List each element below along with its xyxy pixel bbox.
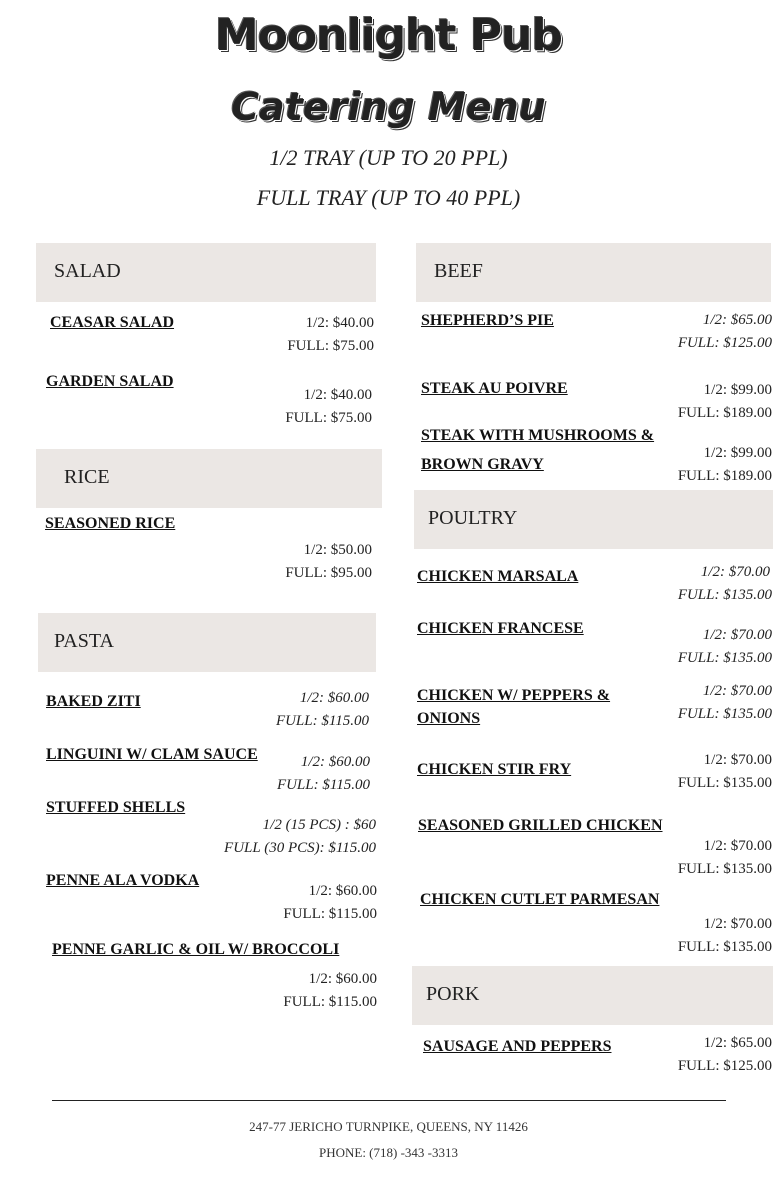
menu-item-chicken-stir-fry: CHICKEN STIR FRY [417, 761, 572, 778]
menu-item-steak-mushrooms: STEAK WITH MUSHROOMS & [421, 427, 655, 444]
price-full: FULL: $95.00 [285, 565, 372, 581]
menu-item-chicken-peppers-onions-line2: ONIONS [417, 710, 481, 727]
price-half: 1/2: $50.00 [303, 542, 372, 558]
price-full: FULL: $115.00 [276, 777, 370, 793]
section-beef [416, 243, 771, 302]
price-full: FULL: $125.00 [677, 335, 772, 351]
restaurant-title: Moonlight Pub [215, 10, 562, 61]
price-half: 1/2: $70.00 [703, 916, 772, 932]
menu-item-steak-mushrooms-line2: BROWN GRAVY [421, 456, 544, 473]
menu-item-seasoned-rice: SEASONED RICE [45, 515, 176, 532]
section-salad [36, 243, 376, 302]
price-half: 1/2: $70.00 [702, 627, 772, 643]
section-pasta [38, 613, 376, 672]
price-full: FULL: $125.00 [677, 1058, 772, 1074]
price-half: 1/2 (15 PCS) : $60 [262, 817, 376, 833]
menu-item-steak-au-poivre: STEAK AU POIVRE [421, 380, 568, 397]
menu-item-chicken-francese: CHICKEN FRANCESE [417, 620, 584, 637]
footer-address: 247-77 JERICHO TURNPIKE, QUEENS, NY 11426 [249, 1119, 528, 1134]
half-tray-note: 1/2 TRAY (UP TO 20 PPL) [269, 145, 508, 170]
price-full: FULL: $135.00 [677, 650, 772, 666]
section-poultry [414, 490, 773, 549]
section-heading: PORK [426, 983, 480, 1005]
price-full: FULL: $135.00 [677, 587, 772, 603]
price-half: 1/2: $60.00 [308, 971, 377, 987]
price-half: 1/2: $60.00 [300, 754, 370, 770]
menu-item-chicken-cutlet-parmesan: CHICKEN CUTLET PARMESAN [420, 891, 660, 908]
price-half: 1/2: $99.00 [703, 382, 772, 398]
full-tray-note: FULL TRAY (UP TO 40 PPL) [256, 185, 521, 210]
menu-item-seasoned-grilled-chicken: SEASONED GRILLED CHICKEN [418, 817, 663, 834]
price-full: FULL (30 PCS): $115.00 [224, 840, 376, 856]
price-full: FULL: $189.00 [677, 405, 772, 421]
menu-title: Catering Menu [231, 85, 546, 129]
price-half: 1/2: $99.00 [703, 445, 772, 461]
section-heading: PASTA [54, 630, 114, 652]
section-heading: SALAD [54, 260, 121, 282]
price-full: FULL: $135.00 [677, 939, 772, 955]
menu-item-penne-garlic-oil: PENNE GARLIC & OIL W/ BROCCOLI [52, 941, 340, 958]
section-heading: POULTRY [428, 507, 518, 529]
price-half: 1/2: $70.00 [700, 564, 770, 580]
price-half: 1/2: $40.00 [305, 315, 374, 331]
price-full: FULL: $75.00 [285, 410, 372, 426]
price-full: FULL: $115.00 [283, 994, 377, 1010]
price-full: FULL: $189.00 [677, 468, 772, 484]
menu-item-sausage-peppers: SAUSAGE AND PEPPERS [423, 1038, 612, 1055]
price-full: FULL: $115.00 [275, 713, 369, 729]
footer-phone: PHONE: (718) -343 -3313 [318, 1145, 458, 1160]
section-pork [412, 966, 773, 1025]
price-full: FULL: $135.00 [677, 861, 772, 877]
section-heading: RICE [64, 466, 110, 488]
price-half: 1/2: $70.00 [702, 683, 772, 699]
price-half: 1/2: $40.00 [303, 387, 372, 403]
menu-item-shepherds-pie: SHEPHERD’S PIE [421, 312, 554, 329]
menu-item-ceasar-salad: CEASAR SALAD [50, 314, 175, 331]
price-half: 1/2: $60.00 [299, 690, 369, 706]
price-half: 1/2: $70.00 [703, 752, 772, 768]
menu-item-baked-ziti: BAKED ZITI [46, 693, 141, 710]
menu-item-penne-vodka: PENNE ALA VODKA [46, 872, 200, 889]
menu-item-chicken-peppers-onions: CHICKEN W/ PEPPERS & [417, 687, 611, 704]
price-half: 1/2: $65.00 [702, 312, 772, 328]
menu-item-stuffed-shells: STUFFED SHELLS [46, 799, 186, 816]
price-full: FULL: $115.00 [283, 906, 377, 922]
menu-item-chicken-marsala: CHICKEN MARSALA [417, 568, 579, 585]
section-heading: BEEF [434, 260, 483, 282]
price-half: 1/2: $70.00 [703, 838, 772, 854]
section-rice [36, 449, 382, 508]
price-full: FULL: $75.00 [287, 338, 374, 354]
price-half: 1/2: $60.00 [308, 883, 377, 899]
menu-item-linguini-clam-sauce: LINGUINI W/ CLAM SAUCE [46, 746, 258, 763]
footer-divider [52, 1100, 726, 1101]
menu-item-garden-salad: GARDEN SALAD [46, 373, 174, 390]
price-half: 1/2: $65.00 [703, 1035, 772, 1051]
price-full: FULL: $135.00 [677, 706, 772, 722]
price-full: FULL: $135.00 [677, 775, 772, 791]
